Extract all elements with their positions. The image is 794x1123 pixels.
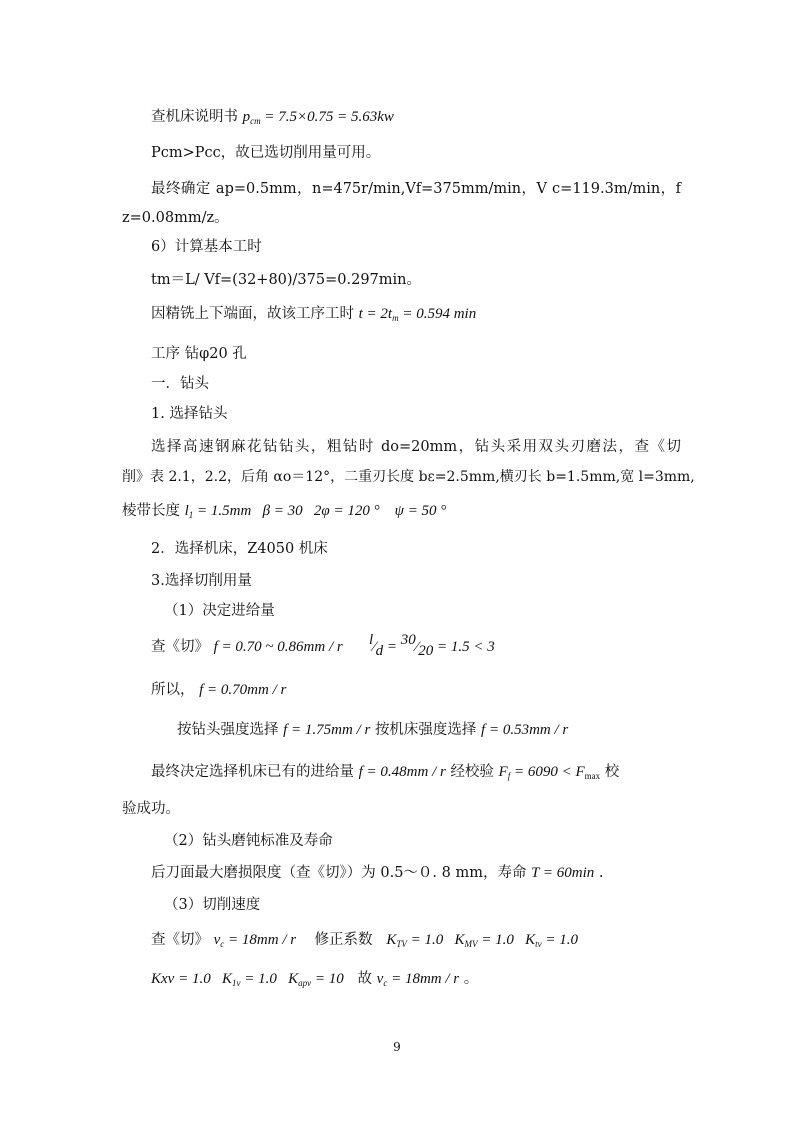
formula-f-final: f = 0.48mm / r	[358, 764, 446, 780]
text: 。	[463, 971, 479, 987]
text: 按机床强度选择	[374, 722, 482, 738]
formula-f-range: f = 0.70 ~ 0.86mm / r l⁄d = 30⁄20 = 1.5 < 3	[213, 632, 495, 659]
line-18	[151, 681, 286, 699]
line-5: 6）计算基本工时	[151, 239, 262, 255]
text: 查《切》	[151, 639, 214, 655]
line-19	[177, 721, 568, 739]
text: 查《切》	[151, 932, 214, 948]
line-1	[151, 108, 394, 130]
formula-f: f = 0.70mm / r	[199, 682, 287, 698]
line-17	[151, 632, 495, 659]
formula-vc2: $v_c = 18mm / r$	[376, 971, 460, 988]
line-16: （1）决定进给量	[164, 603, 275, 619]
formula-t: $t = 2t_m = 0.594$ min	[358, 306, 477, 323]
text: 校	[604, 764, 620, 780]
text: 最终决定选择机床已有的进给量	[151, 764, 359, 780]
line-9: 一．钻头	[151, 376, 209, 392]
formula-kxv: Kxv = 1.0 $K_{1v} = 1.0$ $K_{apv} = 10$	[151, 971, 344, 988]
line-26: Kxv = 1.0 $K_{1v} = 1.0$ $K_{apv} = 10$ 故 $v_c = 18mm / r$ 。	[151, 971, 479, 988]
line-8: 工序 钻φ20 孔	[151, 346, 247, 362]
formula-f-drill: f = 1.75mm / r	[283, 722, 371, 738]
formula-T: T = 60min	[531, 865, 595, 881]
line-2: Pcm>Pcc，故已选切削用量可用。	[151, 145, 381, 161]
line-4: z=0.08mm/z。	[122, 210, 229, 226]
line-12: 削》表 2.1，2.2，后角 αo＝12°，二重刃长度 bε=2.5mm,横刃长 b=1.5mm,宽 l=3mm,	[122, 469, 695, 485]
line-10: 1. 选择钻头	[151, 406, 228, 422]
line-23	[151, 864, 604, 882]
text: 所以，	[151, 682, 200, 698]
formula-ff: $F_f = 6090 < F_{max}$	[498, 764, 601, 781]
text: 棱带长度	[122, 503, 185, 519]
formula-vc: $v_c = 18mm / r$	[213, 932, 297, 949]
formula-f-machine: f = 0.53mm / r	[481, 722, 569, 738]
text: 查机床说明书	[151, 109, 243, 125]
line-14: 2．选择机床，Z4050 机床	[151, 541, 328, 557]
line-6: tm＝L/ Vf=(32+80)/375=0.297min。	[151, 272, 421, 288]
line-24: （3）切削速度	[164, 897, 261, 913]
line-13	[122, 502, 446, 524]
text: 因精铣上下端面，故该工序工时	[151, 306, 359, 322]
text: 按钻头强度选择	[177, 722, 284, 738]
formula-k: $K_{TV} = 1.0$ $K_{MV} = 1.0$ $K_{tv} = 1.0$	[386, 932, 579, 949]
line-22: （2）钻头磨钝标准及寿命	[164, 833, 333, 849]
line-7	[151, 305, 476, 327]
line-20	[151, 763, 619, 785]
page-number: 9	[393, 1040, 401, 1054]
line-25: 查《切》 $v_c = 18mm / r$ 修正系数 $K_{TV} = 1.0$ $K_{MV} = 1.0$ $K_{tv} = 1.0$	[151, 932, 579, 949]
formula-pcm: $p_{cm} = 7.5\times 0.75 = 5.63kw$	[242, 109, 394, 126]
text: .	[598, 865, 604, 881]
line-11: 选择高速钢麻花钻钻头，粗钻时 do=20mm，钻头采用双头刃磨法，查《切	[151, 439, 681, 455]
line-3: 最终确定 ap=0.5mm，n=475r/min,Vf=375mm/min，V c=119.3m/min，f	[151, 181, 681, 197]
text: 经校验	[450, 764, 499, 780]
formula-l1: $l_1 = 1.5mm$ β = 30 2φ = 120 ° ψ = 50 °	[184, 503, 447, 520]
line-15: 3.选择切削用量	[151, 573, 252, 589]
line-21: 验成功。	[122, 801, 180, 817]
text: 后刀面最大磨损限度（查《切》）为 0.5～０. 8 mm，寿命	[151, 865, 532, 881]
